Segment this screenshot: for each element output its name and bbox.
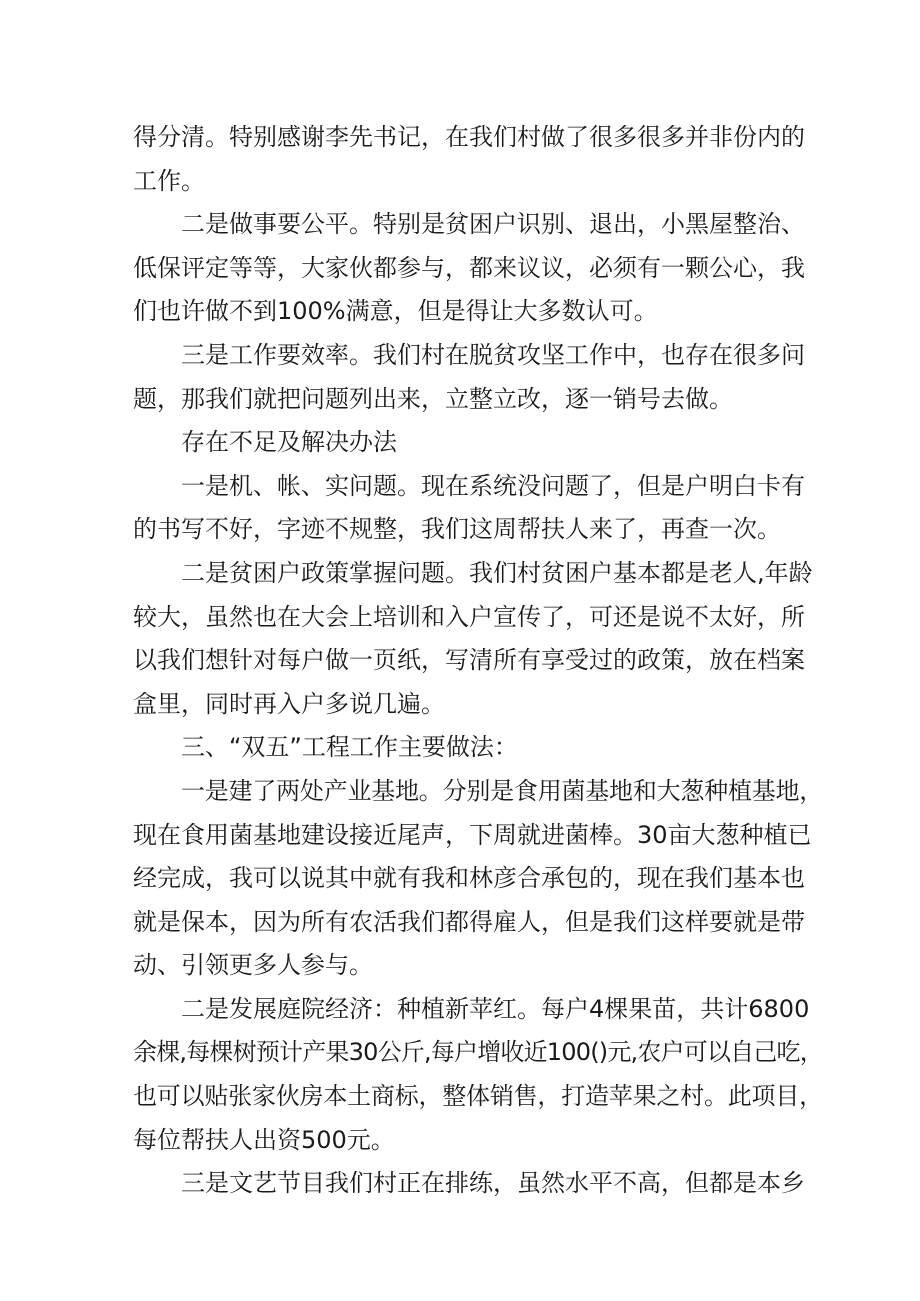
text-line: 以我们想针对每户做一页纸，写清所有享受过的政策，放在档案 [133,646,805,675]
text-line: 二是做事要公平。特别是贫困户识别、退出，小黑屋整治、 [181,210,805,239]
text-line: 动、引领更多人参与。 [133,951,373,980]
text-line: 一是建了两处产业基地。分别是食用菌基地和大葱种植基地， [181,776,824,805]
text-line: 就是保本，因为所有农活我们都得雇人，但是我们这样要就是带 [133,907,805,936]
text-line: 余棵,每棵树预计产果30公斤,每户增收近100()元,农户可以自己吃， [133,1038,823,1067]
text-line: 们也许做不到100%满意，但是得让大多数认可。 [133,297,658,326]
text-line: 一是机、帐、实问题。现在系统没问题了，但是户明白卡有 [181,471,805,500]
document-body [133,116,823,1206]
text-line: 现在食用菌基地建设接近尾声，下周就进菌棒。30亩大葱种植已 [133,820,812,849]
text-line: 三是工作要效率。我们村在脱贫攻坚工作中，也存在很多问 [181,340,805,369]
text-line: 也可以贴张家伙房本土商标，整体销售，打造苹果之村。此项目， [133,1082,823,1111]
text-line: 工作。 [133,166,205,195]
text-line: 题，那我们就把问题列出来，立整立改，逐一销号去做。 [133,384,733,413]
text-line: 较大，虽然也在大会上培训和入户宣传了，可还是说不太好，所 [133,602,805,631]
text-line: 低保评定等等，大家伙都参与，都来议议，必须有一颗公心，我 [133,253,805,282]
section-heading: 存在不足及解决办法 [181,428,397,457]
section-heading: 三、“双五”工程工作主要做法： [181,733,518,762]
text-line: 二是贫困户政策掌握问题。我们村贫困户基本都是老人,年龄 [181,558,813,587]
text-line: 得分清。特别感谢李先书记，在我们村做了很多很多并非份内的 [133,123,805,151]
text-line: 每位帮扶人出资500元。 [133,1125,395,1154]
text-line: 的书写不好，字迹不规整，我们这周帮扶人来了，再查一次。 [133,515,781,544]
text-line: 经完成，我可以说其中就有我和林彦合承包的，现在我们基本也 [133,864,805,893]
text-line: 二是发展庭院经济：种植新苹红。每户4棵果苗，共计6800 [181,994,810,1023]
text-line: 三是文艺节目我们村正在排练，虽然水平不高，但都是本乡 [181,1169,805,1198]
text-line: 盒里，同时再入户多说几遍。 [133,689,445,718]
